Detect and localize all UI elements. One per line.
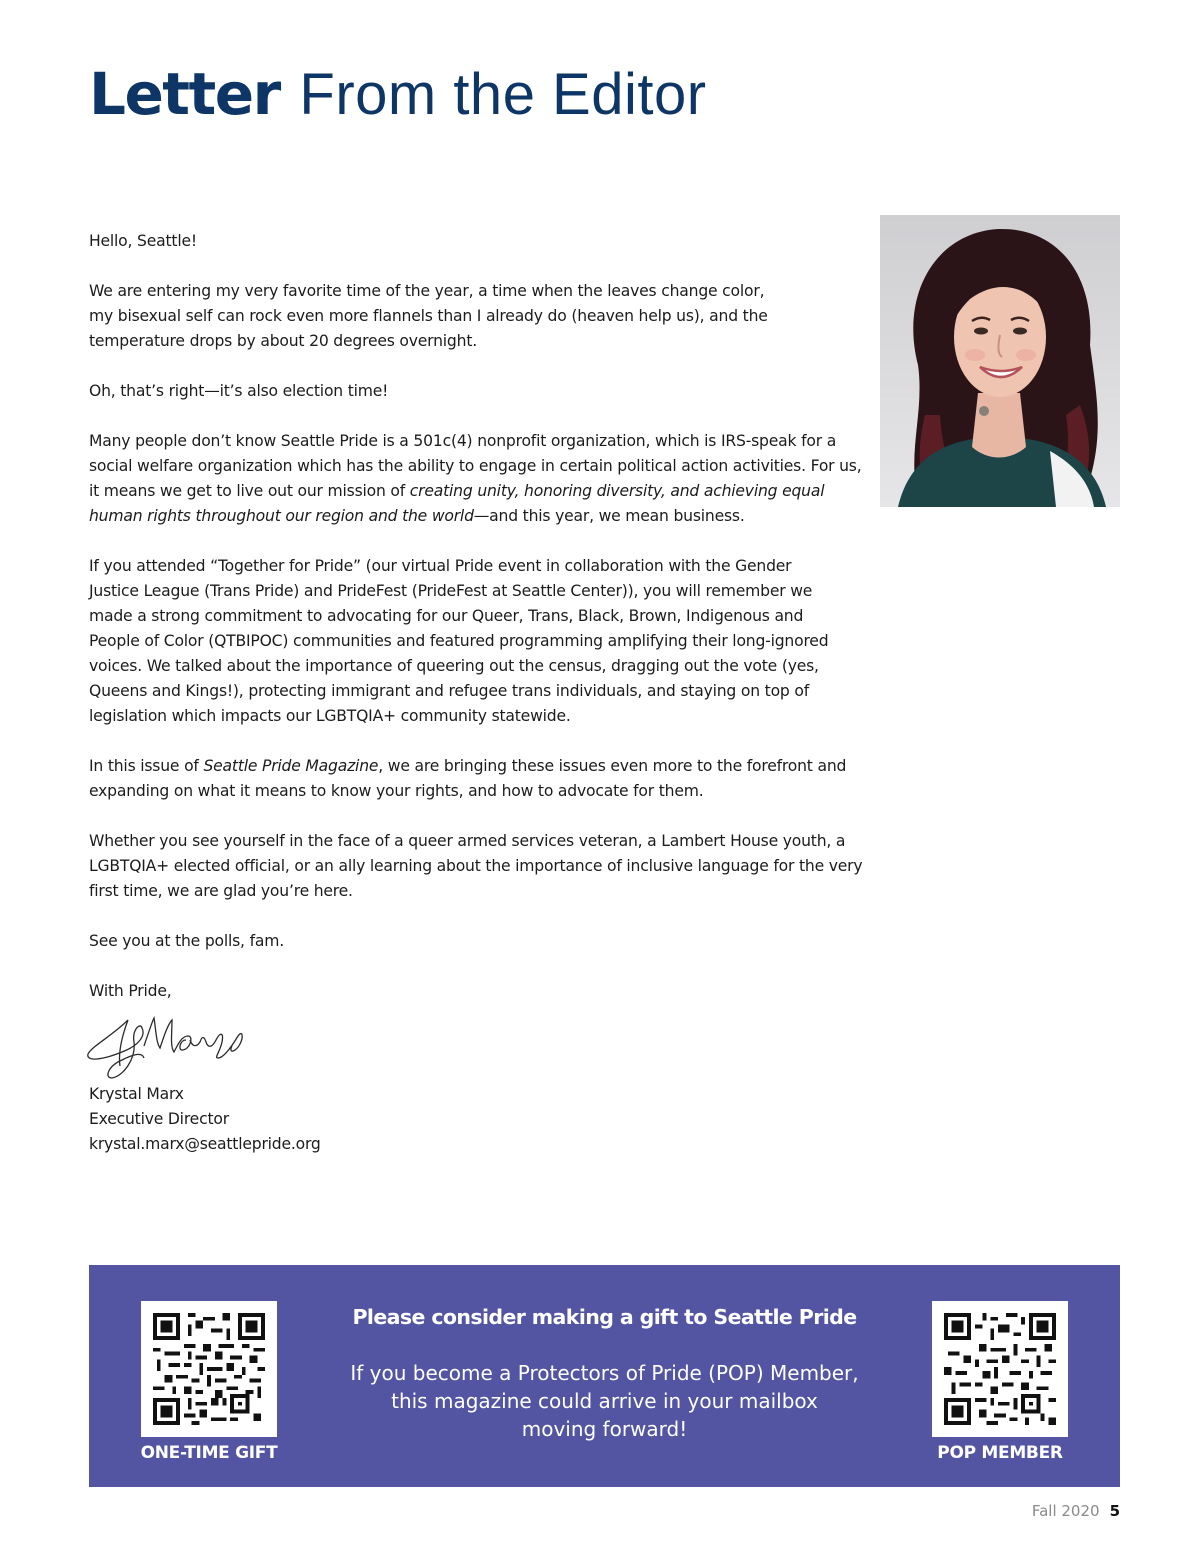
qr-code-icon [153, 1313, 265, 1425]
page-title [89, 58, 707, 131]
paragraph-3 [89, 429, 864, 529]
paragraph-5-start: In this issue of [89, 757, 204, 775]
editor-portrait [880, 215, 1120, 507]
paragraph-5-end: , we are bringing these issues even more to the forefront and expanding on what it means to know your rights, and how to advocate for them. [89, 757, 847, 800]
one-time-gift-label: ONE-TIME GIFT [140, 1443, 278, 1463]
paragraph-2: Oh, that’s right—it’s also election time! [89, 382, 389, 400]
signoff-name: Krystal Marx [89, 1085, 184, 1103]
paragraph-6: Whether you see yourself in the face of a queer armed services veteran, a Lambert House youth, a LGBTQIA+ elected official, or an ally learning about the importance of inclusive language for the very first time, we are glad you’re here. [89, 832, 863, 900]
issue-season: Fall 2020 [1031, 1502, 1100, 1520]
banner-headline: Please consider making a gift to Seattle Pride [352, 1305, 857, 1329]
paragraph-4: If you attended “Together for Pride” (our virtual Pride event in collaboration with the Gender Justice League (Trans Pride) and PrideFest (PrideFest at Seattle Center)), you will remember we made a strong commitment to advocating for our Queer, Trans, Black, Brown, Indigenous and People of Color (QTBIPOC) communities and featured programming amplifying their long-ignored voices. We talked about the importance of queering out the census, dragging out the vote (yes, Queens and Kings!), protecting immigrant and refugee trans individuals, and staying on top of legislation which impacts our LGBTQIA+ community statewide. [89, 557, 829, 725]
one-time-gift-qr[interactable] [141, 1301, 277, 1437]
signoff-block [89, 1082, 321, 1157]
banner-body-line-1: If you become a Protectors of Pride (POP) Member, [350, 1361, 859, 1385]
greeting: Hello, Seattle! [89, 232, 197, 250]
signoff-role: Executive Director [89, 1110, 229, 1128]
title-bold: Letter [89, 60, 280, 128]
mission-statement: creating unity, honoring diversity, and achieving equal human rights throughout our region and the world [89, 482, 825, 525]
title-light: From the Editor [299, 62, 707, 127]
banner-body-line-3: moving forward! [521, 1417, 688, 1441]
page-footer [1032, 1502, 1120, 1520]
paragraph-3-end: —and this year, we mean business. [473, 507, 745, 525]
portrait-illustration [880, 215, 1120, 507]
banner-body-line-2: this magazine could arrive in your mailbox [391, 1389, 818, 1413]
banner-body [319, 1359, 890, 1443]
pop-member-qr[interactable] [932, 1301, 1068, 1437]
pop-member-label: POP MEMBER [937, 1443, 1063, 1463]
paragraph-7: See you at the polls, fam. [89, 932, 284, 950]
signoff-email[interactable]: krystal.marx@seattlepride.org [89, 1135, 321, 1153]
letter-body [89, 229, 864, 1004]
paragraph-3-start: Many people don’t know Seattle Pride is a 501c(4) nonprofit organization, which is IRS-speak for a social welfare organization which has the ability to engage in certain political action activities. For us, it means we get to live out our mission of [89, 432, 862, 500]
qr-code-icon [944, 1313, 1056, 1425]
page-number: 5 [1109, 1502, 1120, 1520]
magazine-title: Seattle Pride Magazine [203, 757, 379, 775]
closing: With Pride, [89, 982, 172, 1000]
donation-banner [89, 1265, 1120, 1487]
signature-image [82, 1006, 252, 1086]
paragraph-5 [89, 754, 864, 804]
paragraph-1: We are entering my very favorite time of the year, a time when the leaves change color, my bisexual self can rock even more flannels than I already do (heaven help us), and the temperature drops by about 20 degrees overnight. [89, 282, 768, 350]
